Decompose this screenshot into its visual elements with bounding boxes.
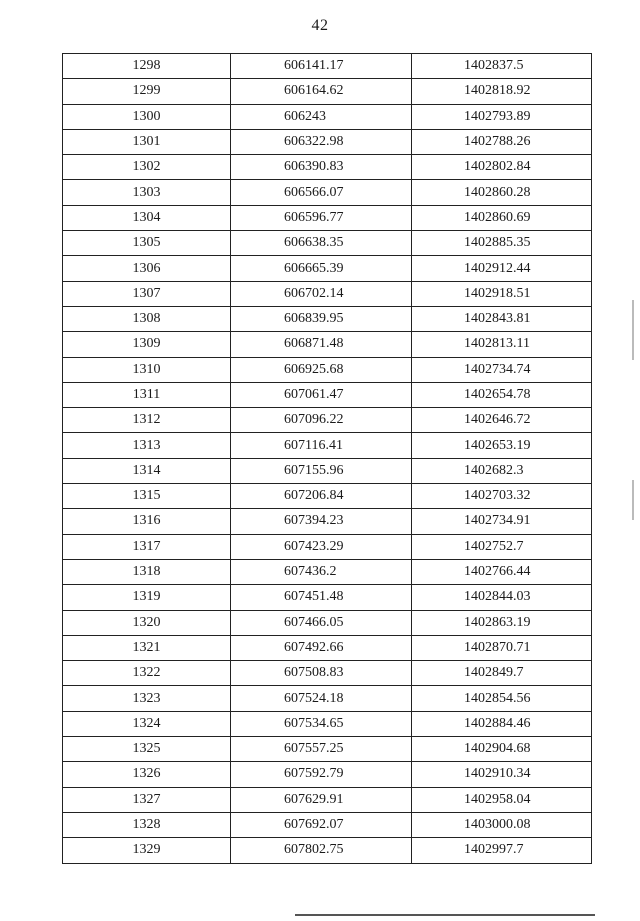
point-number-cell: 1304 xyxy=(63,205,231,230)
y-coordinate-cell: 1402802.84 xyxy=(412,155,592,180)
x-coordinate-cell: 606871.48 xyxy=(231,332,412,357)
point-number-cell: 1308 xyxy=(63,306,231,331)
x-coordinate-cell: 606925.68 xyxy=(231,357,412,382)
y-coordinate-cell: 1402653.19 xyxy=(412,433,592,458)
table-row xyxy=(63,382,592,407)
x-coordinate-cell: 606390.83 xyxy=(231,155,412,180)
x-coordinate-cell: 606596.77 xyxy=(231,205,412,230)
table-row xyxy=(63,559,592,584)
x-coordinate-cell: 607436.2 xyxy=(231,559,412,584)
point-number-cell: 1307 xyxy=(63,281,231,306)
point-number-cell: 1309 xyxy=(63,332,231,357)
table-row xyxy=(63,104,592,129)
table-row xyxy=(63,484,592,509)
y-coordinate-cell: 1402904.68 xyxy=(412,737,592,762)
table-row xyxy=(63,231,592,256)
table-row xyxy=(63,306,592,331)
table-row xyxy=(63,635,592,660)
x-coordinate-cell: 606665.39 xyxy=(231,256,412,281)
point-number-cell: 1313 xyxy=(63,433,231,458)
table-row xyxy=(63,787,592,812)
y-coordinate-cell: 1402793.89 xyxy=(412,104,592,129)
x-coordinate-cell: 607116.41 xyxy=(231,433,412,458)
point-number-cell: 1305 xyxy=(63,231,231,256)
table-row xyxy=(63,762,592,787)
point-number-cell: 1303 xyxy=(63,180,231,205)
y-coordinate-cell: 1402849.7 xyxy=(412,661,592,686)
x-coordinate-cell: 607466.05 xyxy=(231,610,412,635)
table-row xyxy=(63,281,592,306)
point-number-cell: 1328 xyxy=(63,812,231,837)
table-row xyxy=(63,256,592,281)
x-coordinate-cell: 607534.65 xyxy=(231,711,412,736)
y-coordinate-cell: 1403000.08 xyxy=(412,812,592,837)
point-number-cell: 1317 xyxy=(63,534,231,559)
x-coordinate-cell: 606638.35 xyxy=(231,231,412,256)
point-number-cell: 1323 xyxy=(63,686,231,711)
point-number-cell: 1318 xyxy=(63,559,231,584)
y-coordinate-cell: 1402654.78 xyxy=(412,382,592,407)
x-coordinate-cell: 607508.83 xyxy=(231,661,412,686)
x-coordinate-cell: 606702.14 xyxy=(231,281,412,306)
table-row xyxy=(63,812,592,837)
y-coordinate-cell: 1402734.74 xyxy=(412,357,592,382)
point-number-cell: 1301 xyxy=(63,129,231,154)
point-number-cell: 1315 xyxy=(63,484,231,509)
scan-edge-mark xyxy=(632,300,634,360)
coordinate-table-body xyxy=(63,54,592,864)
y-coordinate-cell: 1402843.81 xyxy=(412,306,592,331)
table-row xyxy=(63,610,592,635)
point-number-cell: 1300 xyxy=(63,104,231,129)
x-coordinate-cell: 607629.91 xyxy=(231,787,412,812)
point-number-cell: 1306 xyxy=(63,256,231,281)
point-number-cell: 1326 xyxy=(63,762,231,787)
y-coordinate-cell: 1402958.04 xyxy=(412,787,592,812)
table-row xyxy=(63,79,592,104)
y-coordinate-cell: 1402818.92 xyxy=(412,79,592,104)
point-number-cell: 1310 xyxy=(63,357,231,382)
coordinate-table-container xyxy=(62,53,592,864)
table-row xyxy=(63,433,592,458)
table-row xyxy=(63,54,592,79)
x-coordinate-cell: 606141.17 xyxy=(231,54,412,79)
x-coordinate-cell: 607451.48 xyxy=(231,585,412,610)
table-row xyxy=(63,838,592,863)
table-row xyxy=(63,458,592,483)
y-coordinate-cell: 1402682.3 xyxy=(412,458,592,483)
table-row xyxy=(63,686,592,711)
table-row xyxy=(63,357,592,382)
y-coordinate-cell: 1402703.32 xyxy=(412,484,592,509)
point-number-cell: 1299 xyxy=(63,79,231,104)
y-coordinate-cell: 1402884.46 xyxy=(412,711,592,736)
point-number-cell: 1302 xyxy=(63,155,231,180)
point-number-cell: 1320 xyxy=(63,610,231,635)
point-number-cell: 1298 xyxy=(63,54,231,79)
y-coordinate-cell: 1402918.51 xyxy=(412,281,592,306)
table-row xyxy=(63,661,592,686)
table-row xyxy=(63,408,592,433)
table-row xyxy=(63,509,592,534)
scan-edge-mark xyxy=(632,480,634,520)
page-number: 42 xyxy=(311,17,329,34)
x-coordinate-cell: 607155.96 xyxy=(231,458,412,483)
y-coordinate-cell: 1402844.03 xyxy=(412,585,592,610)
y-coordinate-cell: 1402912.44 xyxy=(412,256,592,281)
table-row xyxy=(63,585,592,610)
point-number-cell: 1329 xyxy=(63,838,231,863)
x-coordinate-cell: 607592.79 xyxy=(231,762,412,787)
x-coordinate-cell: 607096.22 xyxy=(231,408,412,433)
y-coordinate-cell: 1402860.28 xyxy=(412,180,592,205)
point-number-cell: 1322 xyxy=(63,661,231,686)
y-coordinate-cell: 1402837.5 xyxy=(412,54,592,79)
table-row xyxy=(63,205,592,230)
x-coordinate-cell: 606322.98 xyxy=(231,129,412,154)
point-number-cell: 1314 xyxy=(63,458,231,483)
x-coordinate-cell: 607206.84 xyxy=(231,484,412,509)
y-coordinate-cell: 1402860.69 xyxy=(412,205,592,230)
table-row xyxy=(63,737,592,762)
x-coordinate-cell: 606839.95 xyxy=(231,306,412,331)
y-coordinate-cell: 1402752.7 xyxy=(412,534,592,559)
x-coordinate-cell: 607423.29 xyxy=(231,534,412,559)
y-coordinate-cell: 1402885.35 xyxy=(412,231,592,256)
point-number-cell: 1324 xyxy=(63,711,231,736)
y-coordinate-cell: 1402646.72 xyxy=(412,408,592,433)
x-coordinate-cell: 607692.07 xyxy=(231,812,412,837)
coordinate-table xyxy=(62,53,592,864)
table-row xyxy=(63,332,592,357)
y-coordinate-cell: 1402788.26 xyxy=(412,129,592,154)
y-coordinate-cell: 1402863.19 xyxy=(412,610,592,635)
table-row xyxy=(63,129,592,154)
x-coordinate-cell: 606566.07 xyxy=(231,180,412,205)
x-coordinate-cell: 607557.25 xyxy=(231,737,412,762)
point-number-cell: 1325 xyxy=(63,737,231,762)
x-coordinate-cell: 607802.75 xyxy=(231,838,412,863)
x-coordinate-cell: 607061.47 xyxy=(231,382,412,407)
point-number-cell: 1312 xyxy=(63,408,231,433)
x-coordinate-cell: 606164.62 xyxy=(231,79,412,104)
x-coordinate-cell: 607524.18 xyxy=(231,686,412,711)
y-coordinate-cell: 1402910.34 xyxy=(412,762,592,787)
y-coordinate-cell: 1402813.11 xyxy=(412,332,592,357)
footer-rule xyxy=(295,914,595,916)
table-row xyxy=(63,155,592,180)
x-coordinate-cell: 606243 xyxy=(231,104,412,129)
point-number-cell: 1321 xyxy=(63,635,231,660)
y-coordinate-cell: 1402766.44 xyxy=(412,559,592,584)
y-coordinate-cell: 1402997.7 xyxy=(412,838,592,863)
point-number-cell: 1327 xyxy=(63,787,231,812)
point-number-cell: 1319 xyxy=(63,585,231,610)
x-coordinate-cell: 607394.23 xyxy=(231,509,412,534)
table-row xyxy=(63,534,592,559)
point-number-cell: 1316 xyxy=(63,509,231,534)
y-coordinate-cell: 1402870.71 xyxy=(412,635,592,660)
table-row xyxy=(63,711,592,736)
table-row xyxy=(63,180,592,205)
point-number-cell: 1311 xyxy=(63,382,231,407)
y-coordinate-cell: 1402734.91 xyxy=(412,509,592,534)
x-coordinate-cell: 607492.66 xyxy=(231,635,412,660)
y-coordinate-cell: 1402854.56 xyxy=(412,686,592,711)
